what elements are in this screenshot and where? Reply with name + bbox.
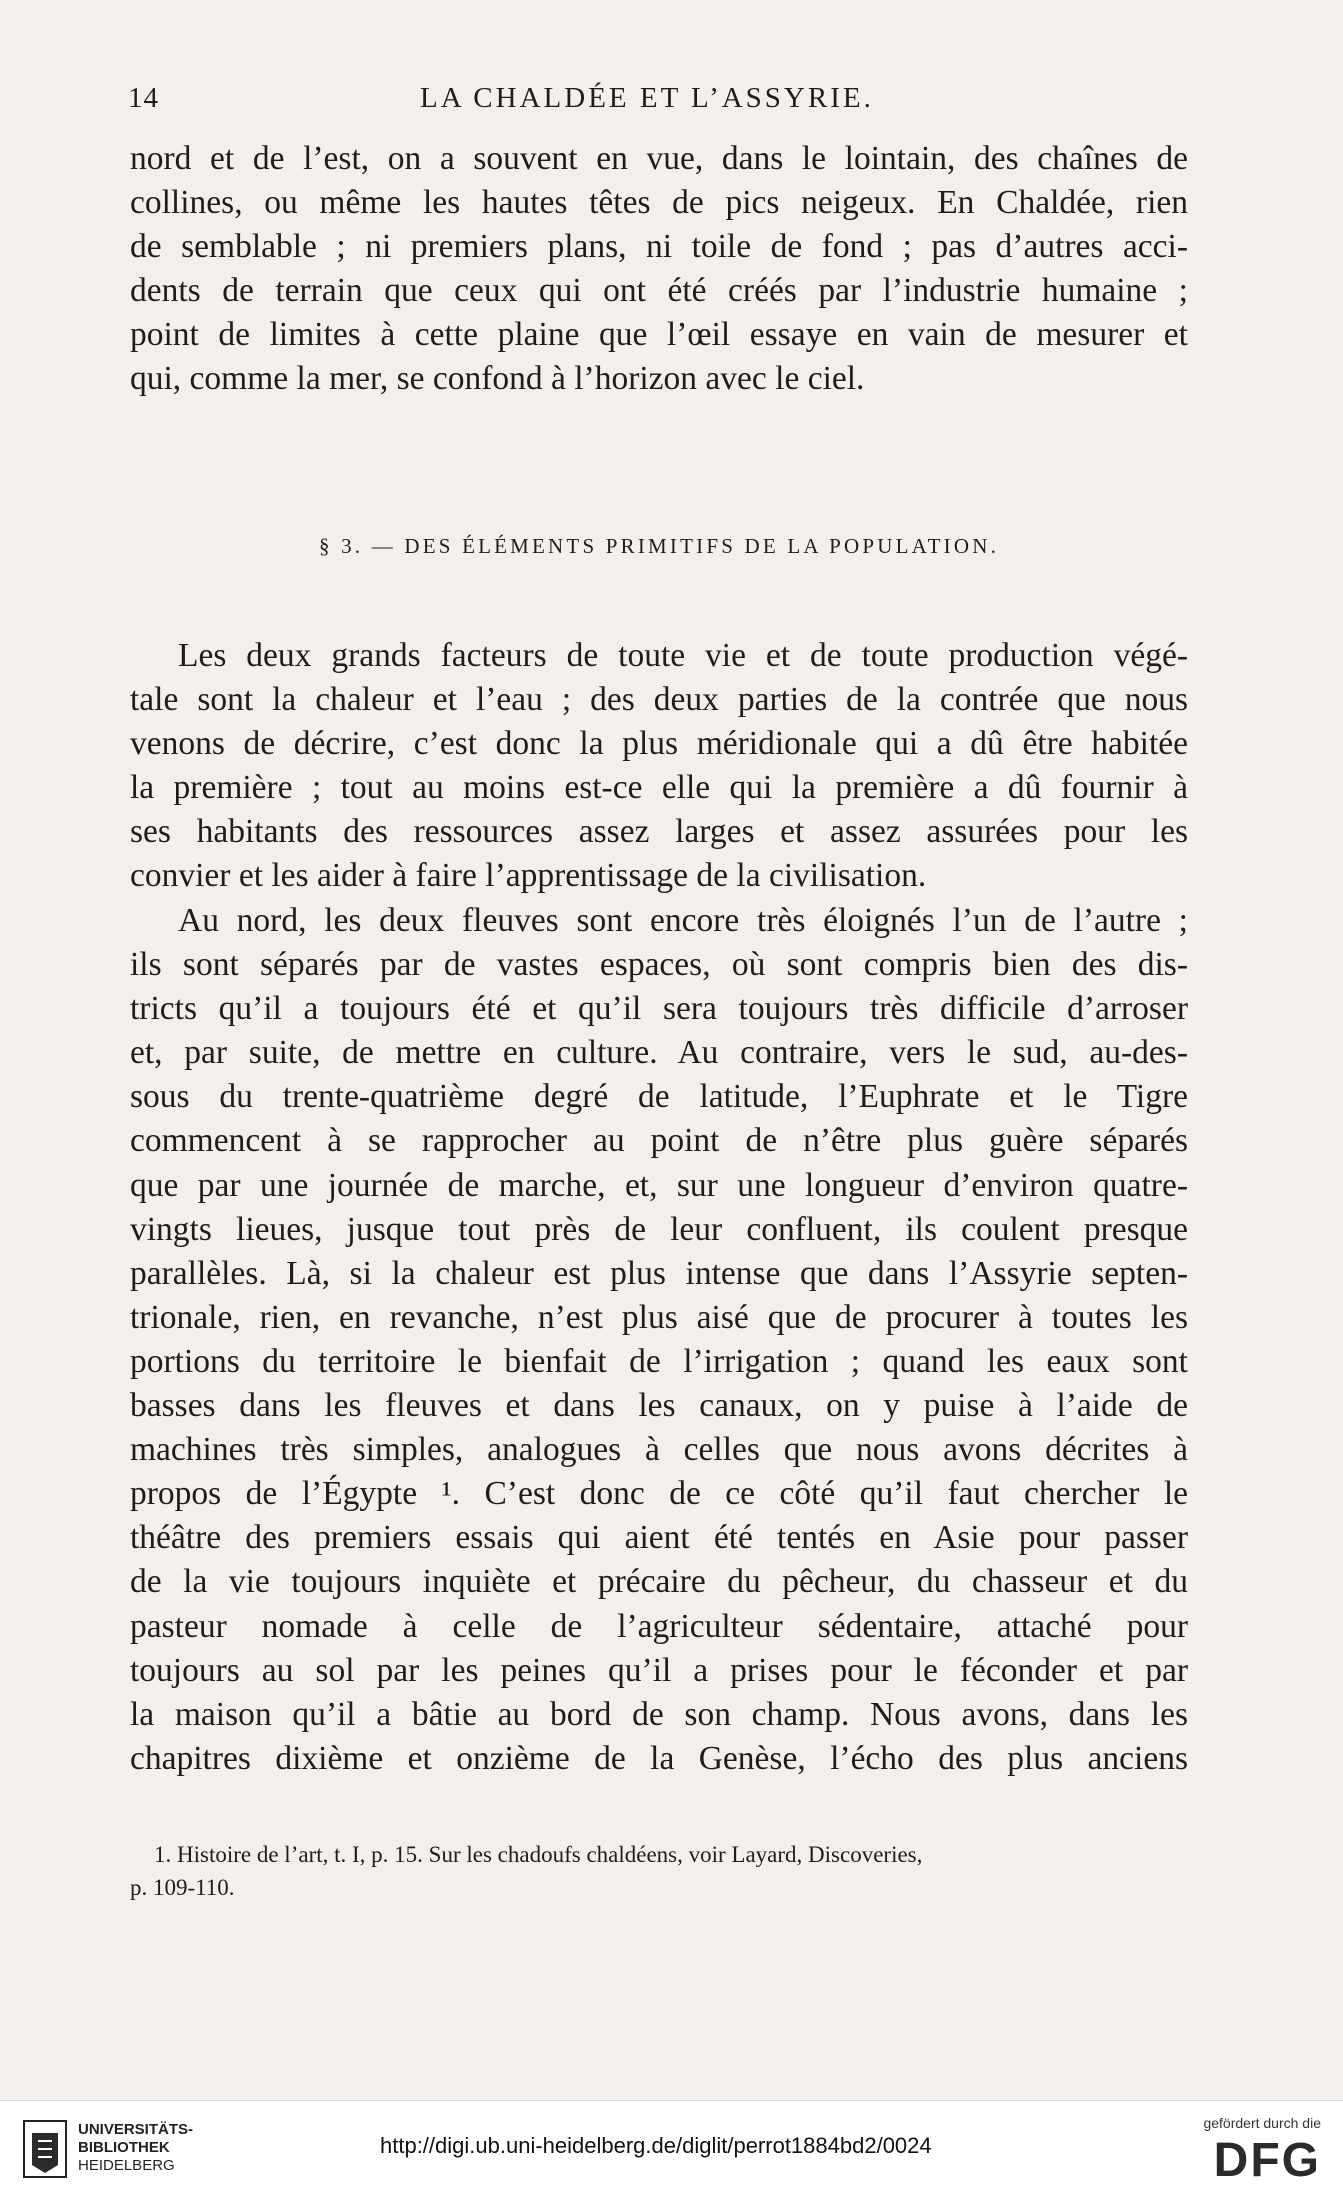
paragraph-3 [130,899,1188,1781]
text-line: tale sont la chaleur et l’eau ; des deux parties de la contrée que nous [130,681,1188,719]
text-line: théâtre des premiers essais qui aient été tentés en Asie pour passer [130,1519,1188,1557]
text-line: Les deux grands facteurs de toute vie et de toute production végé- [178,637,1188,674]
text-line: de semblable ; ni premiers plans, ni toile de fond ; pas d’autres acci- [130,228,1188,266]
library-name [78,2121,193,2175]
footnote [130,1838,1188,1904]
text-line: tricts qu’il a toujours été et qu’il sera toujours très difficile d’arroser [130,990,1188,1028]
text-line: nord et de l’est, on a souvent en vue, dans le lointain, des chaînes de [130,140,1188,177]
text-line: qui, comme la mer, se confond à l’horizon avec le ciel. [130,360,865,398]
text-line: chapitres dixième et onzième de la Genèse, l’écho des plus anciens [130,1739,1188,1777]
text-line: pasteur nomade à celle de l’agriculteur sédentaire, attaché pour [130,1607,1188,1645]
text-line: machines très simples, analogues à celles que nous avons décrites à [130,1431,1188,1469]
permalink-url[interactable]: http://digi.ub.uni-heidelberg.de/diglit/perrot1884bd2/0024 [380,2133,932,2158]
digitization-footer [0,2100,1343,2198]
funding-label: gefördert durch die [1203,2115,1321,2131]
text-line: point de limites à cette plaine que l’œil essaye en vain de mesurer et [130,316,1188,354]
text-line: commencent à se rapprocher au point de n’être plus guère séparés [130,1122,1188,1160]
library-seal-icon [22,2119,68,2179]
page-number: 14 [128,82,159,114]
text-line: Au nord, les deux fleuves sont encore très éloignés l’un de l’autre ; [178,902,1188,939]
text-line: basses dans les fleuves et dans les canaux, on y puise à l’aide de [130,1387,1188,1425]
running-head [120,82,1200,122]
text-line: portions du territoire le bienfait de l’irrigation ; quand les eaux sont [130,1342,1188,1380]
text-line: dents de terrain que ceux qui ont été créés par l’industrie humaine ; [130,272,1188,310]
text-line: que par une journée de marche, et, sur une longueur d’environ quatre- [130,1166,1188,1204]
text-line: vingts lieues, jusque tout près de leur confluent, ils coulent presque [130,1210,1188,1248]
text-line: trionale, rien, en revanche, n’est plus aisé que de procurer à toutes les [130,1298,1188,1336]
library-name-line: BIBLIOTHEK [78,2139,170,2156]
paragraph-2 [130,634,1188,899]
text-line: et, par suite, de mettre en culture. Au contraire, vers le sud, au-des- [130,1034,1188,1072]
dfg-logo: DFG [1213,2134,1321,2187]
library-name-line: UNIVERSITÄTS- [78,2121,194,2138]
text-line: collines, ou même les hautes têtes de pics neigeux. En Chaldée, rien [130,184,1188,222]
text-line: convier et les aider à faire l’apprentissage de la civilisation. [130,857,927,895]
text-line: venons de décrire, c’est donc la plus méridionale qui a dû être habitée [130,725,1188,763]
running-title: LA CHALDÉE ET L’ASSYRIE. [420,82,874,114]
text-line: sous du trente-quatrième degré de latitude, l’Euphrate et le Tigre [130,1078,1188,1116]
text-line: de la vie toujours inquiète et précaire du pêcheur, du chasseur et du [130,1563,1188,1601]
text-line: ils sont séparés par de vastes espaces, où sont compris bien des dis- [130,946,1188,984]
text-line: parallèles. Là, si la chaleur est plus intense que dans l’Assyrie septen- [130,1254,1188,1292]
funding-notice [1171,2115,1321,2188]
text-line: propos de l’Égypte ¹. C’est donc de ce côté qu’il faut chercher le [130,1475,1188,1513]
text-line: la première ; tout au moins est-ce elle qui la première a dû fournir à [130,769,1188,807]
text-line: la maison qu’il a bâtie au bord de son champ. Nous avons, dans les [130,1695,1188,1733]
footnote-line: p. 109-110. [130,1875,235,1900]
text-line: toujours au sol par les peines qu’il a prises pour le féconder et par [130,1651,1188,1689]
footnote-line: 1. Histoire de l’art, t. I, p. 15. Sur les chadoufs chaldéens, voir Layard, Discoveries, [154,1842,923,1867]
paragraph-1 [130,137,1188,402]
text-line: ses habitants des ressources assez larges et assez assurées pour les [130,813,1188,851]
library-name-line: HEIDELBERG [78,2157,175,2174]
section-heading: § 3. — DES ÉLÉMENTS PRIMITIFS DE LA POPULATION. [318,534,1000,558]
